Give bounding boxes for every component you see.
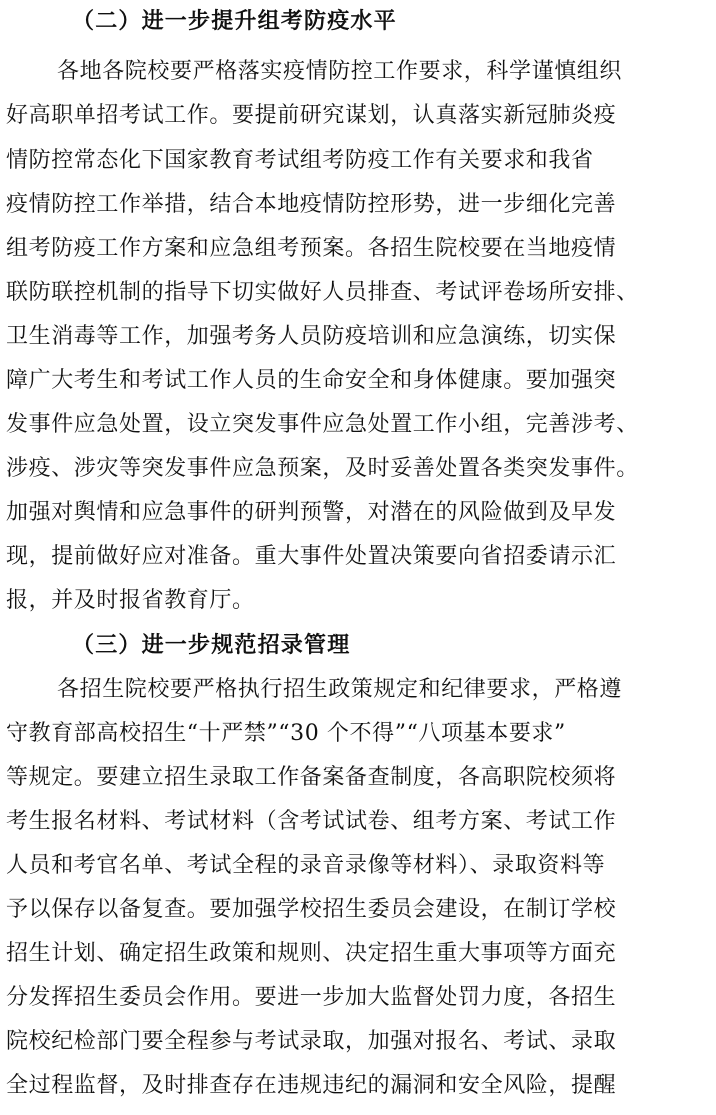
paragraph-line: 报，并及时报省教育厅。 [6, 588, 255, 613]
paragraph-line: 等规定。要建立招生录取工作备案备查制度，各高职院校须将 [6, 765, 617, 790]
paragraph-line: 予以保存以备复查。要加强学校招生委员会建设，在制订学校 [6, 897, 617, 922]
paragraph-line: 卫生消毒等工作，加强考务人员防疫培训和应急演练，切实保 [6, 324, 617, 349]
paragraph-line: 全过程监督，及时排查存在违规违纪的漏洞和安全风险，提醒 [6, 1073, 617, 1098]
paragraph-line: 涉疫、涉灾等突发事件应急预案，及时妥善处置各类突发事件。 [6, 456, 639, 481]
paragraph-line: 院校纪检部门要全程参与考试录取，加强对报名、考试、录取 [6, 1029, 617, 1054]
section-heading-2: （二）进一步提升组考防疫水平 [72, 9, 397, 34]
paragraph-line: 障广大考生和考试工作人员的生命安全和身体健康。要加强突 [6, 368, 617, 393]
paragraph-line: 好高职单招考试工作。要提前研究谋划，认真落实新冠肺炎疫 [6, 103, 617, 128]
paragraph-line: 疫情防控工作举措，结合本地疫情防控形势，进一步细化完善 [6, 192, 617, 217]
paragraph-line: 组考防疫工作方案和应急组考预案。各招生院校要在当地疫情 [6, 236, 617, 261]
paragraph-line: 加强对舆情和应急事件的研判预警，对潜在的风险做到及早发 [6, 500, 617, 525]
paragraph-line: 情防控常态化下国家教育考试组考防疫工作有关要求和我省 [6, 148, 594, 173]
paragraph-line: 现，提前做好应对准备。重大事件处置决策要向省招委请示汇 [6, 544, 617, 569]
paragraph-line: 联防联控机制的指导下切实做好人员排查、考试评卷场所安排、 [6, 280, 639, 305]
paragraph-line: 发事件应急处置，设立突发事件应急处置工作小组，完善涉考、 [6, 412, 639, 437]
paragraph-line: 招生计划、确定招生政策和规则、决定招生重大事项等方面充 [6, 941, 617, 966]
paragraph-line: 分发挥招生委员会作用。要进一步加大监督处罚力度，各招生 [6, 985, 617, 1010]
paragraph-line: 各招生院校要严格执行招生政策规定和纪律要求，严格遵 [57, 677, 623, 702]
paragraph-line: 各地各院校要严格落实疫情防控工作要求，科学谨慎组织 [57, 59, 623, 84]
section-heading-3: （三）进一步规范招录管理 [72, 633, 351, 658]
paragraph-line: 考生报名材料、考试材料（含考试试卷、组考方案、考试工作 [6, 809, 617, 834]
paragraph-line: 守教育部高校招生“十严禁”“30 个不得”“八项基本要求” [6, 721, 566, 746]
paragraph-line: 人员和考官名单、考试全程的录音录像等材料）、录取资料等 [6, 853, 606, 878]
